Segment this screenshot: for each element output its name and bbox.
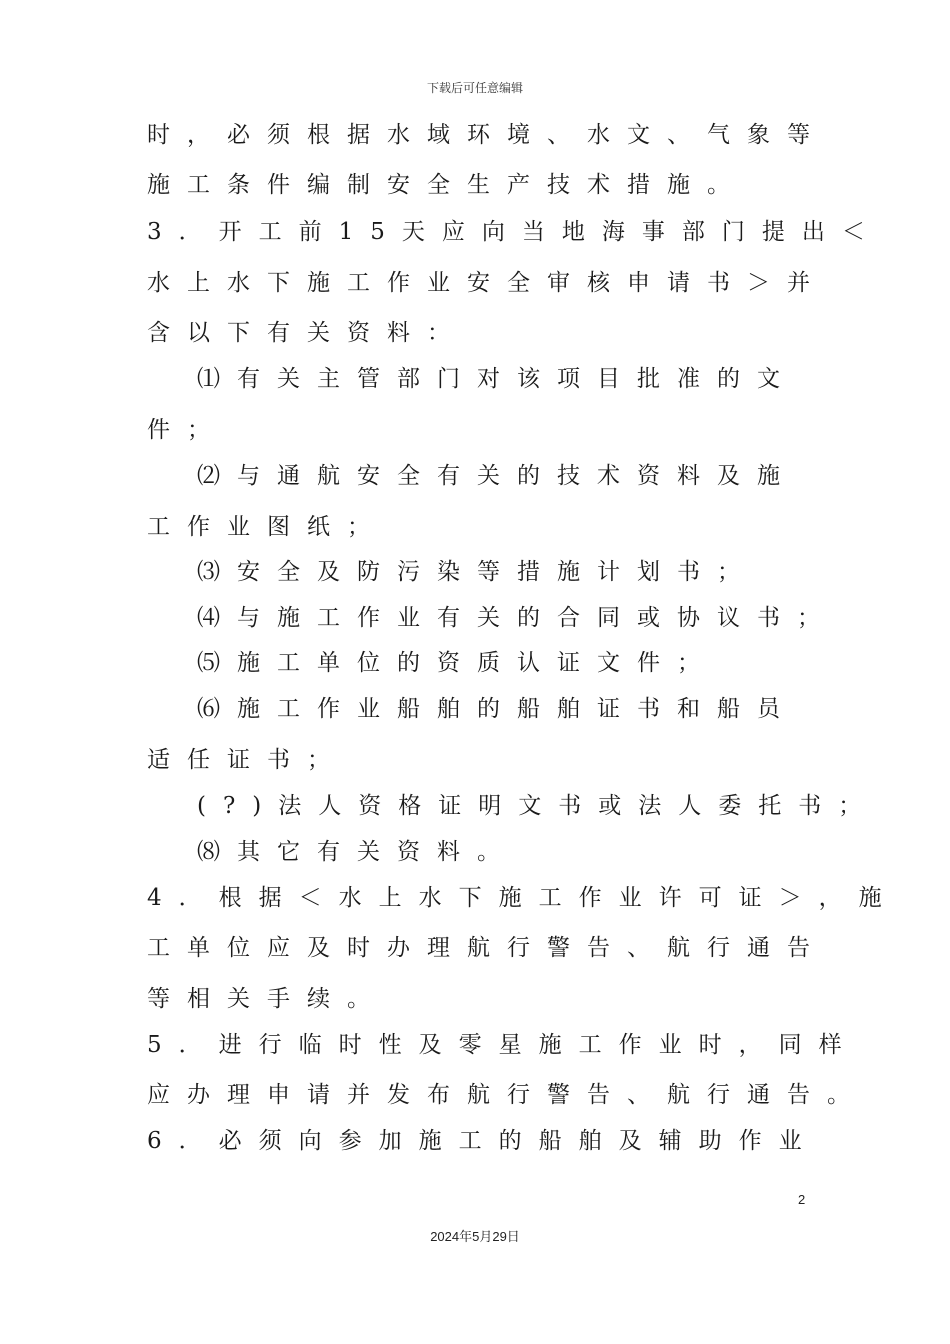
footer-date: 2024年5月29日	[430, 1229, 520, 1244]
page-header: 下载后可任意编辑	[426, 81, 523, 95]
body-line: 等相关手续。	[147, 986, 387, 1012]
body-line: 件；	[147, 417, 227, 443]
list-item: ⑹施工作业船舶的船舶证书和船员	[197, 696, 797, 722]
body-line: 5．进行临时性及零星施工作业时，同样	[147, 1032, 859, 1058]
list-item: ⑴有关主管部门对该项目批准的文	[197, 366, 797, 392]
body-line: 工单位应及时办理航行警告、航行通告	[147, 935, 827, 961]
list-item: ⑸施工单位的资质认证文件；	[197, 650, 717, 676]
body-line: 工作业图纸；	[147, 514, 387, 540]
body-line: 时，必须根据水域环境、水文、气象等	[147, 122, 827, 148]
body-line: 适任证书；	[147, 747, 347, 773]
body-line: 4．根据＜水上水下施工作业许可证＞，施	[147, 885, 899, 911]
body-line: 含以下有关资料：	[147, 320, 467, 346]
list-item: (?)法人资格证明文书或法人委托书；	[197, 793, 879, 819]
list-item: ⑻其它有关资料。	[197, 839, 517, 865]
body-line: 6．必须向参加施工的船舶及辅助作业	[147, 1128, 819, 1154]
list-item: ⑵与通航安全有关的技术资料及施	[197, 463, 797, 489]
list-item: ⑶安全及防污染等措施计划书；	[197, 559, 757, 585]
body-line: 水上水下施工作业安全审核申请书＞并	[147, 270, 827, 296]
page-number: 2	[798, 1192, 806, 1207]
list-item: ⑷与施工作业有关的合同或协议书；	[197, 605, 837, 631]
body-line: 施工条件编制安全生产技术措施。	[147, 172, 747, 198]
body-line: 应办理申请并发布航行警告、航行通告。	[147, 1082, 867, 1108]
body-line: 3．开工前15天应向当地海事部门提出＜	[147, 219, 882, 245]
